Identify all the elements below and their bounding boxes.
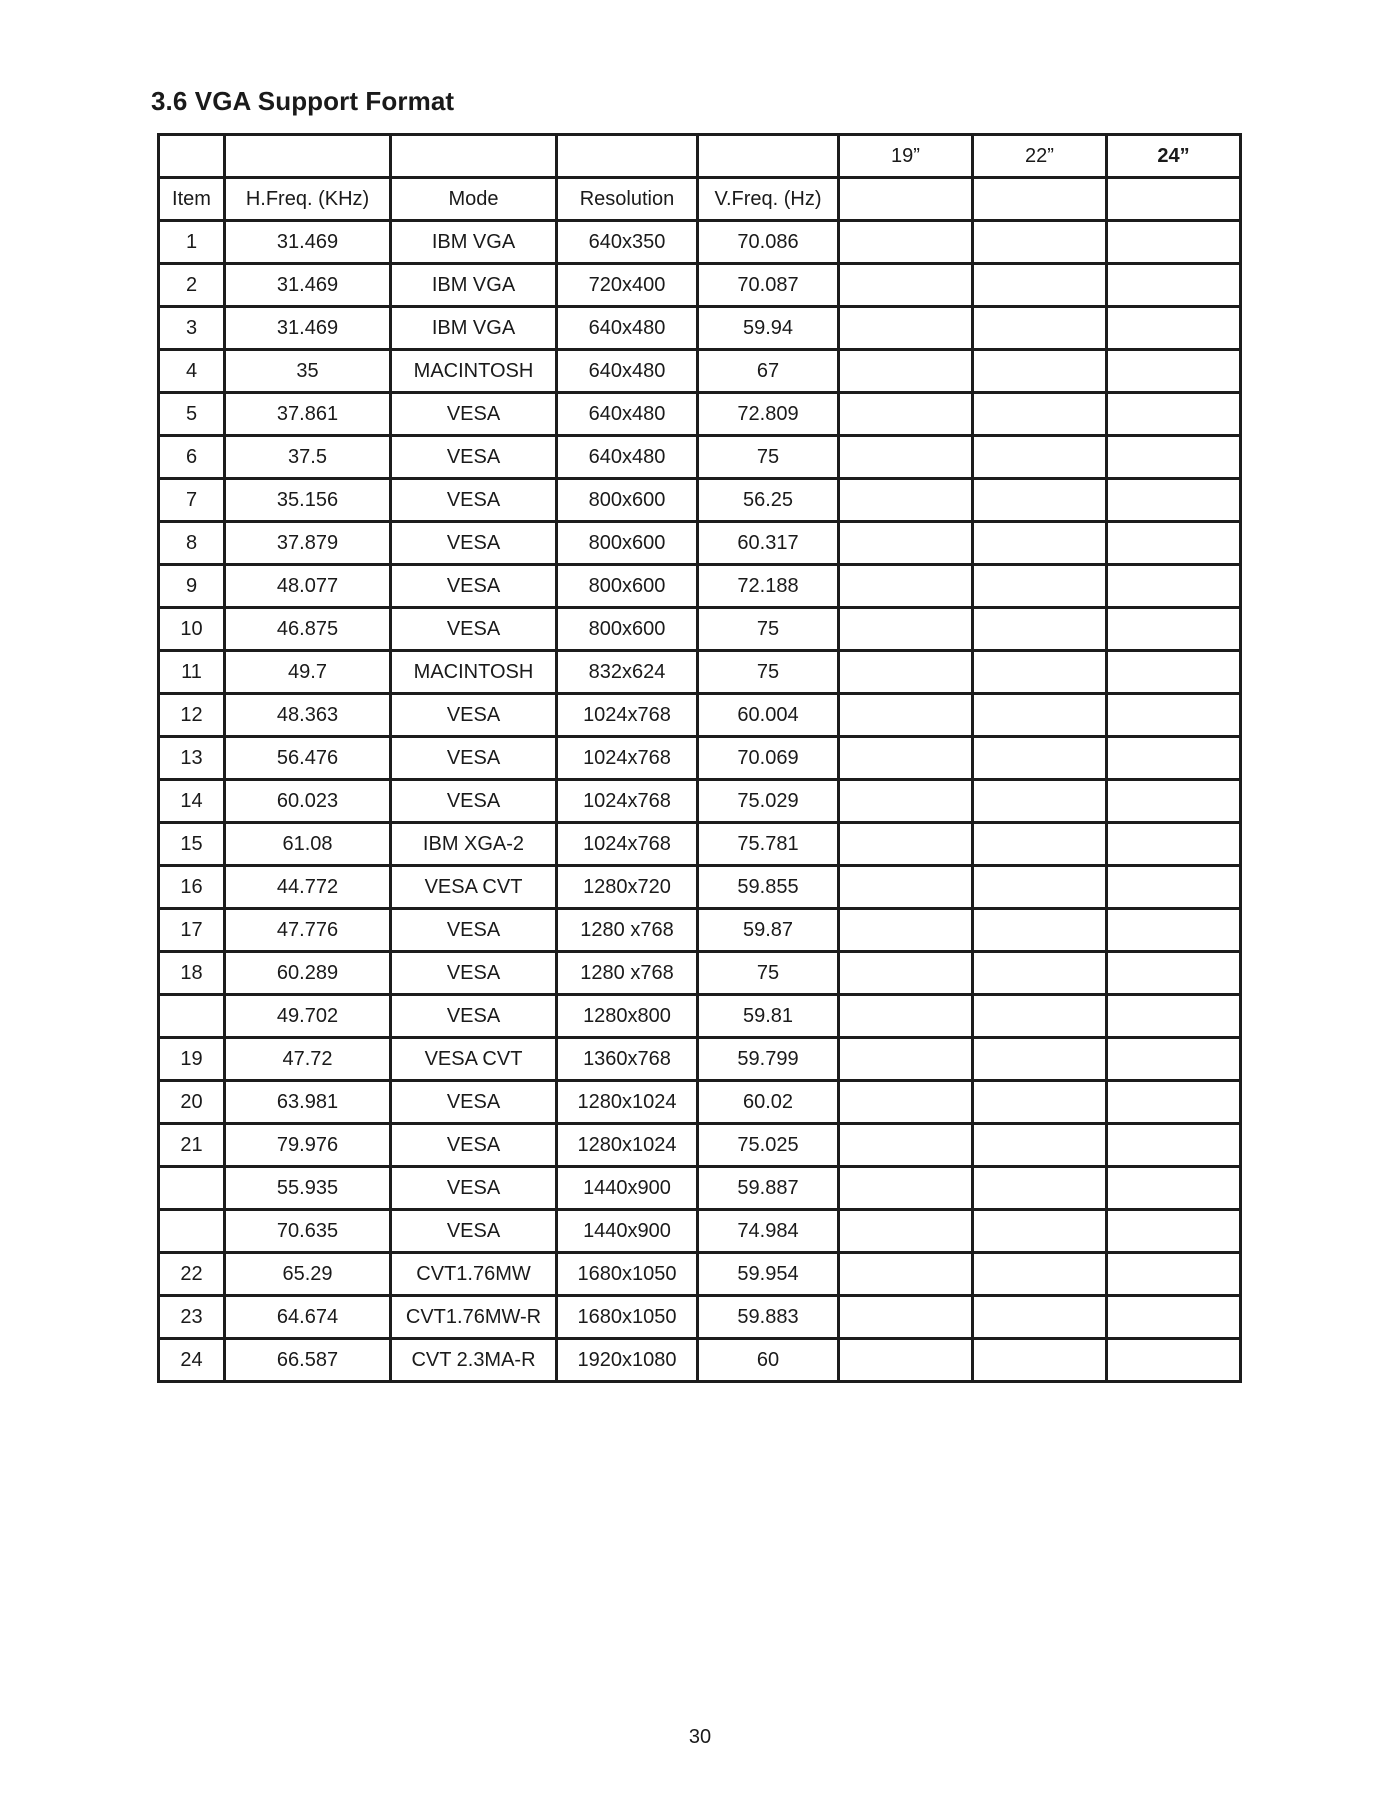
cell-v-freq: 75 (698, 651, 839, 694)
cell-mode: MACINTOSH (391, 350, 557, 393)
cell-resolution: 1024x768 (557, 694, 698, 737)
table-row (159, 952, 1241, 995)
cell-h-freq: 31.469 (225, 264, 391, 307)
cell-size-24 (1107, 1167, 1241, 1210)
cell-v-freq: 59.954 (698, 1253, 839, 1296)
table-row (159, 479, 1241, 522)
table-row (159, 350, 1241, 393)
cell-size-24 (1107, 608, 1241, 651)
cell-h-freq: 48.363 (225, 694, 391, 737)
cell-size-24 (1107, 651, 1241, 694)
cell-size-19 (839, 608, 973, 651)
cell-item: 8 (159, 522, 225, 565)
cell-size-24 (1107, 866, 1241, 909)
cell-size-22 (973, 909, 1107, 952)
cell-size-24 (1107, 1296, 1241, 1339)
cell-size-24 (1107, 264, 1241, 307)
cell-h-freq: 49.7 (225, 651, 391, 694)
cell-size-19 (839, 522, 973, 565)
cell-resolution: 640x350 (557, 221, 698, 264)
column-header-size-19 (839, 178, 973, 221)
cell-size-22 (973, 1124, 1107, 1167)
cell-v-freq: 75.781 (698, 823, 839, 866)
cell-v-freq: 60.02 (698, 1081, 839, 1124)
table-row (159, 1210, 1241, 1253)
cell-resolution: 1280x1024 (557, 1081, 698, 1124)
cell-resolution: 1440x900 (557, 1167, 698, 1210)
size-header-cell: 19” (839, 135, 973, 178)
cell-size-24 (1107, 737, 1241, 780)
table-row (159, 995, 1241, 1038)
cell-h-freq: 55.935 (225, 1167, 391, 1210)
cell-item: 21 (159, 1124, 225, 1167)
column-header-row (159, 178, 1241, 221)
cell-resolution: 1360x768 (557, 1038, 698, 1081)
cell-v-freq: 70.086 (698, 221, 839, 264)
size-header-cell: 22” (973, 135, 1107, 178)
cell-h-freq: 56.476 (225, 737, 391, 780)
cell-resolution: 640x480 (557, 307, 698, 350)
table-row (159, 651, 1241, 694)
cell-size-22 (973, 737, 1107, 780)
table-row (159, 1296, 1241, 1339)
cell-size-19 (839, 264, 973, 307)
cell-resolution: 640x480 (557, 393, 698, 436)
cell-v-freq: 59.883 (698, 1296, 839, 1339)
cell-item: 11 (159, 651, 225, 694)
cell-item: 14 (159, 780, 225, 823)
size-header-cell (225, 135, 391, 178)
cell-size-19 (839, 909, 973, 952)
cell-item: 13 (159, 737, 225, 780)
cell-mode: VESA (391, 479, 557, 522)
cell-size-22 (973, 608, 1107, 651)
cell-size-19 (839, 866, 973, 909)
cell-size-22 (973, 479, 1107, 522)
cell-mode: VESA CVT (391, 1038, 557, 1081)
column-header-h-freq: H.Freq. (KHz) (225, 178, 391, 221)
cell-item: 18 (159, 952, 225, 995)
cell-size-19 (839, 393, 973, 436)
cell-size-19 (839, 307, 973, 350)
cell-h-freq: 65.29 (225, 1253, 391, 1296)
cell-mode: IBM VGA (391, 307, 557, 350)
cell-size-24 (1107, 995, 1241, 1038)
cell-mode: VESA (391, 522, 557, 565)
cell-v-freq: 60.317 (698, 522, 839, 565)
cell-mode: CVT 2.3MA-R (391, 1339, 557, 1382)
cell-size-22 (973, 694, 1107, 737)
cell-size-24 (1107, 307, 1241, 350)
cell-size-24 (1107, 522, 1241, 565)
cell-item: 10 (159, 608, 225, 651)
cell-resolution: 832x624 (557, 651, 698, 694)
cell-size-19 (839, 823, 973, 866)
cell-size-24 (1107, 909, 1241, 952)
cell-h-freq: 60.023 (225, 780, 391, 823)
cell-size-19 (839, 1210, 973, 1253)
cell-item: 9 (159, 565, 225, 608)
cell-mode: IBM VGA (391, 264, 557, 307)
cell-size-19 (839, 1038, 973, 1081)
cell-size-19 (839, 479, 973, 522)
size-header-row (159, 135, 1241, 178)
cell-size-24 (1107, 436, 1241, 479)
cell-mode: VESA (391, 909, 557, 952)
table-row (159, 565, 1241, 608)
cell-size-22 (973, 565, 1107, 608)
cell-v-freq: 59.94 (698, 307, 839, 350)
cell-item: 20 (159, 1081, 225, 1124)
cell-resolution: 720x400 (557, 264, 698, 307)
page-number: 30 (688, 1726, 712, 1748)
size-header-cell (698, 135, 839, 178)
cell-mode: VESA (391, 780, 557, 823)
table-row (159, 1253, 1241, 1296)
cell-item: 23 (159, 1296, 225, 1339)
cell-h-freq: 66.587 (225, 1339, 391, 1382)
cell-v-freq: 60 (698, 1339, 839, 1382)
cell-item: 1 (159, 221, 225, 264)
cell-size-24 (1107, 1210, 1241, 1253)
table-row (159, 909, 1241, 952)
cell-size-22 (973, 823, 1107, 866)
cell-v-freq: 75.029 (698, 780, 839, 823)
cell-item: 15 (159, 823, 225, 866)
cell-size-24 (1107, 565, 1241, 608)
cell-size-19 (839, 1124, 973, 1167)
cell-item: 6 (159, 436, 225, 479)
table-row (159, 1167, 1241, 1210)
cell-mode: VESA (391, 952, 557, 995)
cell-v-freq: 59.81 (698, 995, 839, 1038)
cell-resolution: 640x480 (557, 350, 698, 393)
cell-h-freq: 60.289 (225, 952, 391, 995)
cell-size-24 (1107, 1339, 1241, 1382)
table-row (159, 737, 1241, 780)
cell-size-22 (973, 995, 1107, 1038)
page-title: 3.6 VGA Support Format (151, 86, 455, 116)
cell-size-24 (1107, 1081, 1241, 1124)
cell-size-19 (839, 1167, 973, 1210)
cell-v-freq: 59.855 (698, 866, 839, 909)
cell-item: 24 (159, 1339, 225, 1382)
cell-h-freq: 47.776 (225, 909, 391, 952)
cell-v-freq: 67 (698, 350, 839, 393)
cell-size-19 (839, 221, 973, 264)
cell-size-24 (1107, 823, 1241, 866)
cell-size-19 (839, 1253, 973, 1296)
cell-mode: VESA CVT (391, 866, 557, 909)
cell-size-24 (1107, 393, 1241, 436)
cell-item: 19 (159, 1038, 225, 1081)
cell-size-19 (839, 1081, 973, 1124)
cell-resolution: 800x600 (557, 565, 698, 608)
cell-size-19 (839, 651, 973, 694)
cell-h-freq: 31.469 (225, 307, 391, 350)
cell-size-19 (839, 952, 973, 995)
size-header-cell: 24” (1107, 135, 1241, 178)
cell-resolution: 1024x768 (557, 780, 698, 823)
cell-item (159, 1167, 225, 1210)
cell-v-freq: 59.87 (698, 909, 839, 952)
table-row (159, 608, 1241, 651)
table-row (159, 823, 1241, 866)
cell-h-freq: 35 (225, 350, 391, 393)
cell-size-24 (1107, 780, 1241, 823)
cell-resolution: 1680x1050 (557, 1253, 698, 1296)
cell-h-freq: 49.702 (225, 995, 391, 1038)
cell-v-freq: 70.087 (698, 264, 839, 307)
table-row (159, 307, 1241, 350)
cell-size-22 (973, 522, 1107, 565)
cell-size-22 (973, 1038, 1107, 1081)
cell-mode: VESA (391, 608, 557, 651)
cell-resolution: 1280x1024 (557, 1124, 698, 1167)
cell-v-freq: 59.887 (698, 1167, 839, 1210)
cell-size-19 (839, 350, 973, 393)
cell-mode: VESA (391, 1081, 557, 1124)
cell-size-19 (839, 436, 973, 479)
cell-size-22 (973, 1296, 1107, 1339)
cell-resolution: 1280x800 (557, 995, 698, 1038)
cell-item: 4 (159, 350, 225, 393)
cell-resolution: 1024x768 (557, 737, 698, 780)
cell-h-freq: 48.077 (225, 565, 391, 608)
cell-size-24 (1107, 952, 1241, 995)
cell-size-19 (839, 1339, 973, 1382)
cell-h-freq: 37.861 (225, 393, 391, 436)
cell-v-freq: 75.025 (698, 1124, 839, 1167)
cell-mode: VESA (391, 1167, 557, 1210)
cell-v-freq: 72.809 (698, 393, 839, 436)
cell-resolution: 800x600 (557, 522, 698, 565)
vga-support-format-table (157, 133, 1242, 1383)
cell-size-22 (973, 1167, 1107, 1210)
size-header-cell (557, 135, 698, 178)
cell-size-24 (1107, 1253, 1241, 1296)
cell-size-24 (1107, 479, 1241, 522)
table-row (159, 1124, 1241, 1167)
cell-size-24 (1107, 350, 1241, 393)
cell-size-19 (839, 1296, 973, 1339)
cell-mode: IBM XGA-2 (391, 823, 557, 866)
cell-size-22 (973, 350, 1107, 393)
cell-h-freq: 70.635 (225, 1210, 391, 1253)
cell-resolution: 1280x720 (557, 866, 698, 909)
cell-h-freq: 79.976 (225, 1124, 391, 1167)
cell-resolution: 1024x768 (557, 823, 698, 866)
cell-v-freq: 60.004 (698, 694, 839, 737)
cell-h-freq: 47.72 (225, 1038, 391, 1081)
cell-resolution: 800x600 (557, 608, 698, 651)
cell-v-freq: 59.799 (698, 1038, 839, 1081)
column-header-item: Item (159, 178, 225, 221)
table-row (159, 393, 1241, 436)
cell-size-19 (839, 694, 973, 737)
cell-size-22 (973, 221, 1107, 264)
cell-v-freq: 56.25 (698, 479, 839, 522)
cell-resolution: 1280 x768 (557, 952, 698, 995)
table-row (159, 1339, 1241, 1382)
cell-mode: IBM VGA (391, 221, 557, 264)
cell-item: 5 (159, 393, 225, 436)
cell-resolution: 800x600 (557, 479, 698, 522)
cell-h-freq: 63.981 (225, 1081, 391, 1124)
column-header-size-22 (973, 178, 1107, 221)
cell-size-22 (973, 952, 1107, 995)
cell-size-22 (973, 436, 1107, 479)
cell-size-19 (839, 995, 973, 1038)
cell-size-22 (973, 1339, 1107, 1382)
cell-item (159, 995, 225, 1038)
cell-v-freq: 75 (698, 952, 839, 995)
cell-size-22 (973, 393, 1107, 436)
cell-size-24 (1107, 694, 1241, 737)
cell-h-freq: 61.08 (225, 823, 391, 866)
cell-mode: VESA (391, 1210, 557, 1253)
cell-mode: MACINTOSH (391, 651, 557, 694)
cell-item: 16 (159, 866, 225, 909)
cell-v-freq: 75 (698, 608, 839, 651)
cell-v-freq: 75 (698, 436, 839, 479)
table-row (159, 522, 1241, 565)
cell-h-freq: 35.156 (225, 479, 391, 522)
cell-mode: VESA (391, 565, 557, 608)
cell-h-freq: 64.674 (225, 1296, 391, 1339)
cell-h-freq: 31.469 (225, 221, 391, 264)
cell-v-freq: 72.188 (698, 565, 839, 608)
size-header-cell (159, 135, 225, 178)
cell-mode: VESA (391, 737, 557, 780)
cell-resolution: 1280 x768 (557, 909, 698, 952)
cell-size-22 (973, 780, 1107, 823)
cell-item: 3 (159, 307, 225, 350)
cell-size-19 (839, 565, 973, 608)
cell-size-22 (973, 651, 1107, 694)
column-header-size-24 (1107, 178, 1241, 221)
cell-mode: CVT1.76MW (391, 1253, 557, 1296)
cell-mode: CVT1.76MW-R (391, 1296, 557, 1339)
cell-mode: VESA (391, 393, 557, 436)
cell-mode: VESA (391, 694, 557, 737)
cell-size-19 (839, 780, 973, 823)
cell-mode: VESA (391, 436, 557, 479)
column-header-resolution: Resolution (557, 178, 698, 221)
cell-size-22 (973, 866, 1107, 909)
cell-resolution: 1440x900 (557, 1210, 698, 1253)
cell-size-22 (973, 1081, 1107, 1124)
cell-item: 17 (159, 909, 225, 952)
cell-item: 2 (159, 264, 225, 307)
cell-mode: VESA (391, 1124, 557, 1167)
cell-size-24 (1107, 1124, 1241, 1167)
cell-size-22 (973, 1253, 1107, 1296)
cell-size-24 (1107, 221, 1241, 264)
cell-h-freq: 46.875 (225, 608, 391, 651)
cell-resolution: 1920x1080 (557, 1339, 698, 1382)
table-row (159, 694, 1241, 737)
column-header-mode: Mode (391, 178, 557, 221)
cell-h-freq: 44.772 (225, 866, 391, 909)
cell-resolution: 640x480 (557, 436, 698, 479)
cell-h-freq: 37.879 (225, 522, 391, 565)
cell-h-freq: 37.5 (225, 436, 391, 479)
column-header-v-freq: V.Freq. (Hz) (698, 178, 839, 221)
table-row (159, 1038, 1241, 1081)
table-row (159, 264, 1241, 307)
cell-size-22 (973, 264, 1107, 307)
cell-item: 12 (159, 694, 225, 737)
cell-item (159, 1210, 225, 1253)
table-row (159, 780, 1241, 823)
cell-size-24 (1107, 1038, 1241, 1081)
cell-item: 22 (159, 1253, 225, 1296)
cell-size-22 (973, 1210, 1107, 1253)
table-row (159, 221, 1241, 264)
cell-v-freq: 70.069 (698, 737, 839, 780)
table-row (159, 1081, 1241, 1124)
cell-size-22 (973, 307, 1107, 350)
cell-mode: VESA (391, 995, 557, 1038)
table-row (159, 866, 1241, 909)
cell-item: 7 (159, 479, 225, 522)
cell-size-19 (839, 737, 973, 780)
table-row (159, 436, 1241, 479)
cell-v-freq: 74.984 (698, 1210, 839, 1253)
size-header-cell (391, 135, 557, 178)
cell-resolution: 1680x1050 (557, 1296, 698, 1339)
